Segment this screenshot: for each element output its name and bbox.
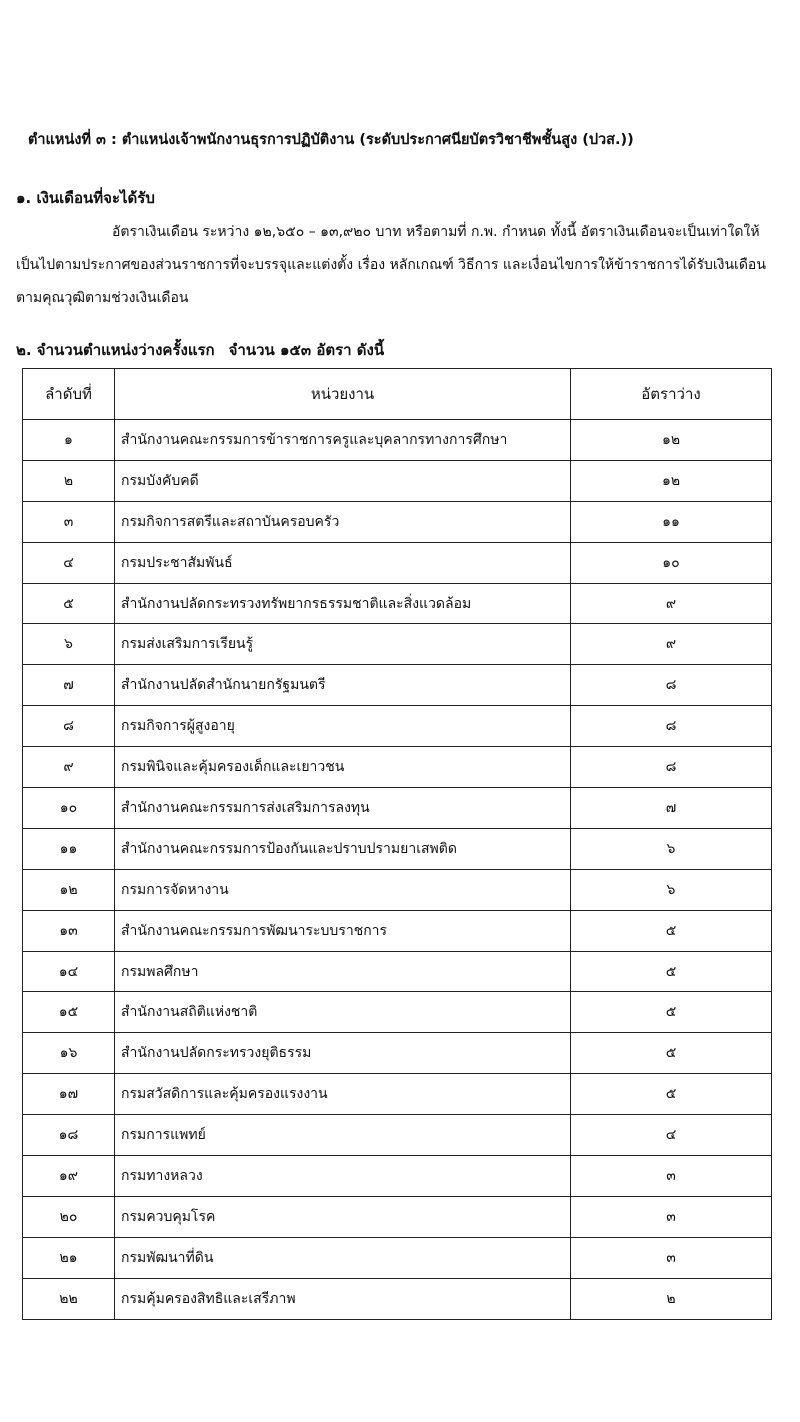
table-row — [23, 992, 772, 1033]
table-row — [23, 706, 772, 747]
table-header-row — [23, 369, 772, 420]
row-vacancies: ๓ — [571, 1156, 772, 1197]
row-order: ๑๗ — [23, 1074, 115, 1115]
table-row — [23, 501, 772, 542]
table-row — [23, 583, 772, 624]
table-row — [23, 869, 772, 910]
row-agency: กรมควบคุมโรค — [115, 1196, 571, 1237]
row-order: ๘ — [23, 706, 115, 747]
row-vacancies: ๑๑ — [571, 501, 772, 542]
row-order: ๒๑ — [23, 1237, 115, 1278]
row-agency: กรมกิจการสตรีและสถาบันครอบครัว — [115, 501, 571, 542]
table-row — [23, 624, 772, 665]
page-heading: ตำแหน่งที่ ๓ : ตำแหน่งเจ้าพนักงานธุรการปฏิบัติงาน (ระดับประกาศนียบัตรวิชาชีพชั้นสูง (ปวส.)) — [28, 132, 634, 148]
table-row — [23, 951, 772, 992]
row-order: ๖ — [23, 624, 115, 665]
row-order: ๒๐ — [23, 1196, 115, 1237]
row-vacancies: ๙ — [571, 583, 772, 624]
row-agency: กรมคุ้มครองสิทธิและเสรีภาพ — [115, 1278, 571, 1319]
table-row — [23, 665, 772, 706]
row-vacancies: ๓ — [571, 1237, 772, 1278]
row-order: ๑๓ — [23, 910, 115, 951]
table-row — [23, 828, 772, 869]
row-order: ๑๙ — [23, 1156, 115, 1197]
row-agency: สำนักงานคณะกรรมการส่งเสริมการลงทุน — [115, 788, 571, 829]
row-order: ๑๐ — [23, 788, 115, 829]
row-order: ๑ — [23, 420, 115, 461]
table-row — [23, 460, 772, 501]
row-vacancies: ๕ — [571, 951, 772, 992]
row-vacancies: ๕ — [571, 1033, 772, 1074]
row-agency: กรมพลศึกษา — [115, 951, 571, 992]
header-agency: หน่วยงาน — [115, 369, 571, 420]
row-order: ๓ — [23, 501, 115, 542]
row-order: ๕ — [23, 583, 115, 624]
row-order: ๒ — [23, 460, 115, 501]
row-agency: สำนักงานคณะกรรมการป้องกันและปราบปรามยาเสพติด — [115, 828, 571, 869]
row-agency: สำนักงานปลัดสำนักนายกรัฐมนตรี — [115, 665, 571, 706]
row-agency: สำนักงานปลัดกระทรวงยุติธรรม — [115, 1033, 571, 1074]
row-vacancies: ๖ — [571, 869, 772, 910]
row-order: ๑๒ — [23, 869, 115, 910]
row-agency: กรมพินิจและคุ้มครองเด็กและเยาวชน — [115, 747, 571, 788]
row-agency: กรมการจัดหางาน — [115, 869, 571, 910]
row-agency: สำนักงานคณะกรรมการข้าราชการครูและบุคลากรทางการศึกษา — [115, 420, 571, 461]
table-row — [23, 1033, 772, 1074]
table-row — [23, 420, 772, 461]
row-vacancies: ๕ — [571, 1074, 772, 1115]
salary-paragraph — [16, 216, 778, 315]
table-row — [23, 1074, 772, 1115]
row-order: ๑๖ — [23, 1033, 115, 1074]
row-order: ๔ — [23, 542, 115, 583]
table-row — [23, 1278, 772, 1319]
table-row — [23, 542, 772, 583]
row-order: ๑๕ — [23, 992, 115, 1033]
row-agency: สำนักงานคณะกรรมการพัฒนาระบบราชการ — [115, 910, 571, 951]
header-order: ลำดับที่ — [23, 369, 115, 420]
table-row — [23, 1156, 772, 1197]
section2-heading — [16, 338, 384, 362]
row-agency: กรมประชาสัมพันธ์ — [115, 542, 571, 583]
row-vacancies: ๑๐ — [571, 542, 772, 583]
row-vacancies: ๓ — [571, 1196, 772, 1237]
row-vacancies: ๘ — [571, 747, 772, 788]
section1-heading: ๑. เงินเดือนที่จะได้รับ — [16, 189, 155, 207]
row-vacancies: ๑๒ — [571, 420, 772, 461]
header-vacancies: อัตราว่าง — [571, 369, 772, 420]
row-vacancies: ๕ — [571, 992, 772, 1033]
row-vacancies: ๑๒ — [571, 460, 772, 501]
row-order: ๗ — [23, 665, 115, 706]
row-order: ๙ — [23, 747, 115, 788]
row-agency: กรมส่งเสริมการเรียนรู้ — [115, 624, 571, 665]
row-agency: กรมบังคับคดี — [115, 460, 571, 501]
row-vacancies: ๙ — [571, 624, 772, 665]
section2-summary: จำนวน ๑๕๓ อัตรา ดังนี้ — [228, 341, 385, 359]
row-order: ๑๑ — [23, 828, 115, 869]
row-agency: กรมกิจการผู้สูงอายุ — [115, 706, 571, 747]
row-vacancies: ๔ — [571, 1115, 772, 1156]
row-vacancies: ๒ — [571, 1278, 772, 1319]
row-vacancies: ๘ — [571, 706, 772, 747]
row-agency: สำนักงานปลัดกระทรวงทรัพยากรธรรมชาติและสิ่งแวดล้อม — [115, 583, 571, 624]
row-agency: กรมการแพทย์ — [115, 1115, 571, 1156]
salary-paragraph-text: อัตราเงินเดือน ระหว่าง ๑๒,๖๕๐ – ๑๓,๙๒๐ บาท หรือตามที่ ก.พ. กำหนด ทั้งนี้ อัตราเงินเดือนจะเป็นเท่าใดให้เป็นไปตามประกาศของส่วนราชการที่จะบรรจุและแต่งตั้ง เรื่อง หลักเกณฑ์ วิธีการ และเงื่อนไขการให้ข้าราชการได้รับเงินเดือนตามคุณวุฒิตามช่วงเงินเดือน — [16, 224, 766, 306]
table-row — [23, 1237, 772, 1278]
vacancy-table — [22, 368, 772, 1320]
row-order: ๑๔ — [23, 951, 115, 992]
table-row — [23, 1115, 772, 1156]
row-agency: กรมทางหลวง — [115, 1156, 571, 1197]
table-body — [23, 420, 772, 1320]
table-row — [23, 747, 772, 788]
row-agency: สำนักงานสถิติแห่งชาติ — [115, 992, 571, 1033]
row-vacancies: ๗ — [571, 788, 772, 829]
row-vacancies: ๖ — [571, 828, 772, 869]
row-vacancies: ๘ — [571, 665, 772, 706]
table-row — [23, 788, 772, 829]
table-row — [23, 1196, 772, 1237]
table-row — [23, 910, 772, 951]
row-agency: กรมพัฒนาที่ดิน — [115, 1237, 571, 1278]
row-order: ๒๒ — [23, 1278, 115, 1319]
row-vacancies: ๕ — [571, 910, 772, 951]
row-agency: กรมสวัสดิการและคุ้มครองแรงงาน — [115, 1074, 571, 1115]
row-order: ๑๘ — [23, 1115, 115, 1156]
section2-title: ๒. จำนวนตำแหน่งว่างครั้งแรก — [16, 341, 215, 359]
